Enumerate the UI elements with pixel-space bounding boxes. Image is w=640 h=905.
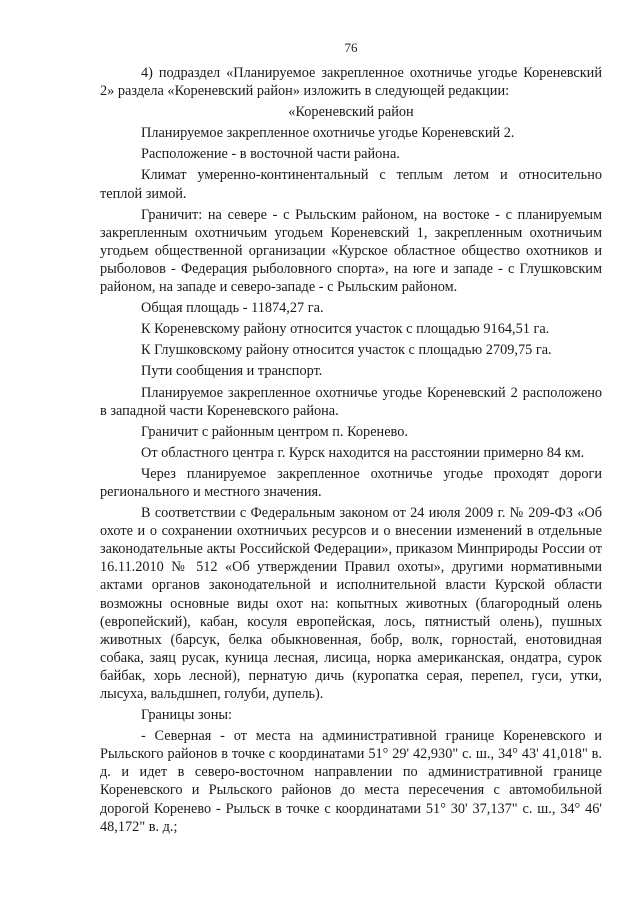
paragraph-climate: Климат умеренно-континентальный с теплым летом и относительно теплой зимой. — [100, 167, 602, 202]
paragraph-position: Планируемое закрепленное охотничье угодье Кореневский 2 расположено в западной части Кореневского района. — [100, 384, 602, 419]
paragraph-transport-heading: Пути сообщения и транспорт. — [141, 363, 323, 380]
paragraph-northern-border: - Северная - от места на административной границе Кореневского и Рыльского районов в точке с координатами 51° 29' 42,930" с. ш., 34° 43' 41,018" в. д. и идет в северо-восточном направлении по административной границе Кореневского и Рыльского районов до места пересечения с автомобильной дорогой Коренево - Рыльск в точке с координатами 51° 30' 37,137" с. ш., 34° 46' 48,172" в. д.; — [100, 728, 602, 835]
paragraph-glushkovsky-area: К Глушковскому району относится участок с площадью 2709,75 га. — [141, 342, 552, 359]
paragraph-location: Расположение - в восточной части района. — [141, 146, 400, 163]
paragraph-borders: Граничит: на севере - с Рыльским районом, на востоке - с планируемым закрепленным охотничьим угодьем Кореневский 1, закрепленным охотничьим угодьем общественной организации «Курское областное общество охотников и рыболовов - Федерация рыболовного спорта», на юге и западе - с Глушковским районом, на западе и северо-западе - с Рыльским районом. — [100, 206, 602, 296]
paragraph-legal-basis: В соответствии с Федеральным законом от 24 июля 2009 г. № 209-ФЗ «Об охоте и о сохранении охотничьих ресурсов и о внесении изменений в отдельные законодательные акты Российской Федерации», приказом Минприроды России от 16.11.2010 № 512 «Об утверждении Правил охоты», другими нормативными актами органов законодательной и исполнительной власти Курской области возможны основные виды охот на: копытных животных (благородный олень (европейский), кабан, косуля европейская, лось, пятнистый олень), пушных животных (барсук, белка обыкновенная, бобр, волк, горностай, енотовидная собака, заяц русак, куница лесная, лисица, норка американская, ондатра, сурок байбак, хорь лесной), пернатую дичь (куропатка серая, перепел, гуси, утки, лысуха, вальдшнеп, голуби, дупель). — [100, 505, 602, 702]
paragraph-district-center: Граничит с районным центром п. Коренево. — [141, 423, 408, 440]
paragraph-total-area: Общая площадь - 11874,27 га. — [141, 300, 324, 317]
paragraph-distance: От областного центра г. Курск находится на расстоянии примерно 84 км. — [141, 444, 585, 461]
document-body — [100, 64, 602, 836]
section-heading: «Кореневский район — [288, 104, 414, 121]
paragraph-amendment-intro: 4) подраздел «Планируемое закрепленное охотничье угодье Кореневский 2» раздела «Кореневский район» изложить в следующей редакции: — [100, 65, 602, 100]
paragraph-roads: Через планируемое закрепленное охотничье угодье проходят дороги регионального и местного значения. — [100, 465, 602, 500]
page-number: 76 — [344, 40, 358, 55]
paragraph-korenevsky-area: К Кореневскому району относится участок с площадью 9164,51 га. — [141, 321, 550, 338]
paragraph-zone-borders-heading: Границы зоны: — [141, 707, 232, 724]
paragraph-hunting-ground-name: Планируемое закрепленное охотничье угодье Кореневский 2. — [141, 125, 515, 142]
